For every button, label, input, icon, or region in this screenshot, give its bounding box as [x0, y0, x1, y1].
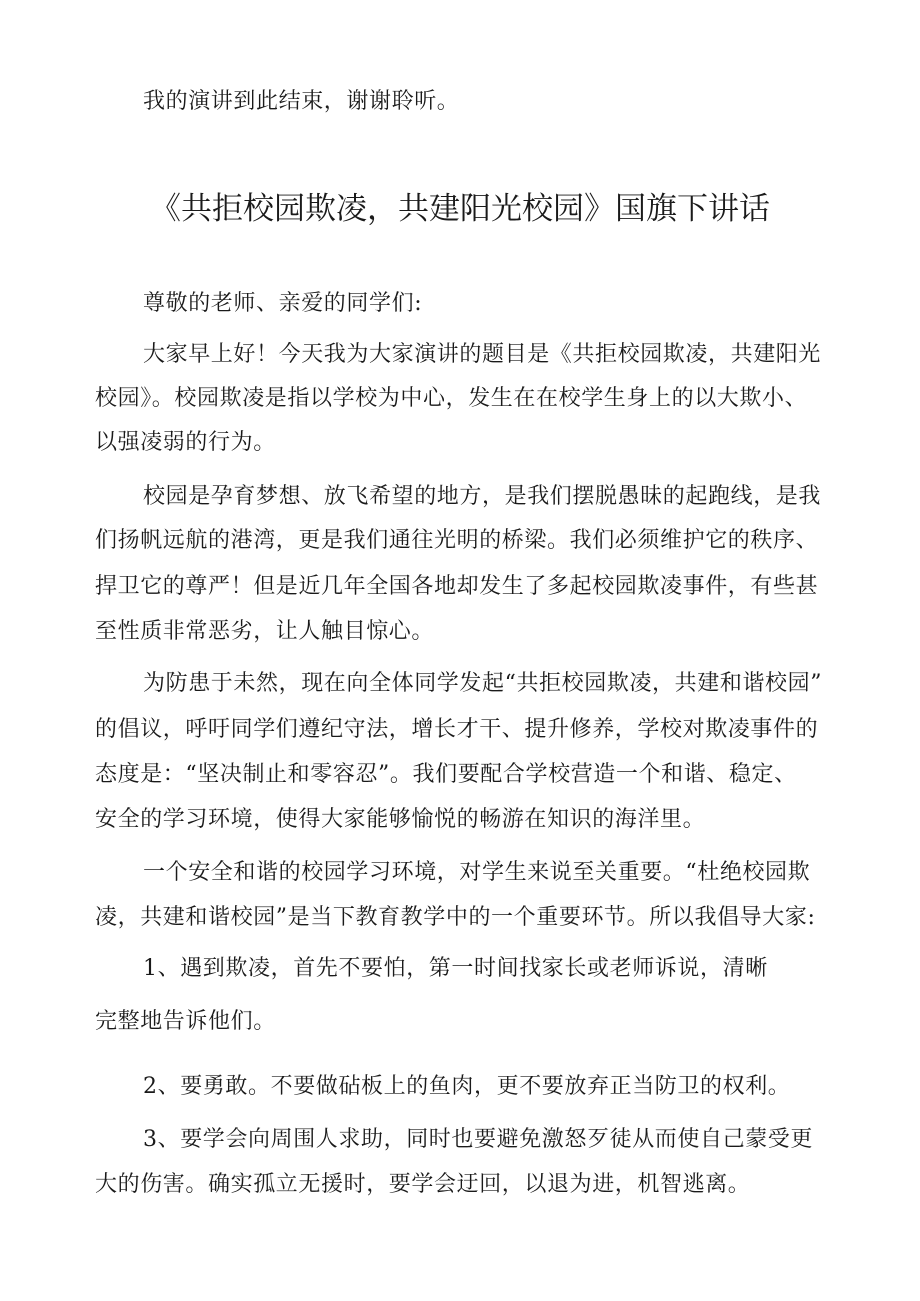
paragraph-line: 大家早上好！今天我为大家演讲的题目是《共拒校园欺凌，共建阳光	[143, 342, 822, 367]
list-item: 3、要学会向周围人求助，同时也要避免激怒歹徒从而使自己蒙受更	[143, 1127, 813, 1152]
paragraph-line: 们扬帆远航的港湾，更是我们通往光明的桥梁。我们必须维护它的秩序、	[95, 528, 819, 553]
paragraph-line: 至性质非常恶劣，让人触目惊心。	[95, 619, 435, 644]
list-item: 大的伤害。确实孤立无援时，要学会迂回，以退为进，机智逃离。	[95, 1172, 751, 1197]
paragraph-line: 为防患于未然，现在向全体同学发起“共拒校园欺凌，共建和谐校园”	[143, 671, 823, 696]
paragraph-line: 凌，共建和谐校园”是当下教育教学中的一个重要环节。所以我倡导大家:	[95, 905, 816, 930]
greeting: 尊敬的老师、亲爱的同学们:	[143, 291, 423, 316]
closing-line: 我的演讲到此结束，谢谢聆听。	[143, 89, 460, 114]
paragraph-line: 捍卫它的尊严！但是近几年全国各地却发生了多起校园欺凌事件，有些甚	[95, 574, 819, 599]
paragraph-line: 态度是：“坚决制止和零容忍”。我们要配合学校营造一个和谐、稳定、	[95, 762, 797, 787]
page-title: 《共拒校园欺凌，共建阳光校园》国旗下讲话	[150, 191, 770, 227]
paragraph-line: 以强凌弱的行为。	[95, 430, 276, 455]
list-item: 2、要勇敢。不要做砧板上的鱼肉，更不要放弃正当防卫的权利。	[143, 1074, 791, 1099]
paragraph-line: 校园》。校园欺凌是指以学校为中心，发生在在校学生身上的以大欺小、	[95, 386, 808, 411]
list-item: 完整地告诉他们。	[95, 1009, 276, 1034]
paragraph-line: 安全的学习环境，使得大家能够愉悦的畅游在知识的海洋里。	[95, 807, 706, 832]
list-item: 1、遇到欺凌，首先不要怕，第一时间找家长或老师诉说，清晰	[143, 956, 768, 981]
paragraph-line: 的倡议，呼吁同学们遵纪守法，增长才干、提升修养，学校对欺凌事件的	[95, 717, 819, 742]
paragraph-line: 校园是孕育梦想、放飞希望的地方，是我们摆脱愚昧的起跑线，是我	[143, 484, 822, 509]
paragraph-line: 一个安全和谐的校园学习环境，对学生来说至关重要。“杜绝校园欺	[143, 860, 811, 885]
